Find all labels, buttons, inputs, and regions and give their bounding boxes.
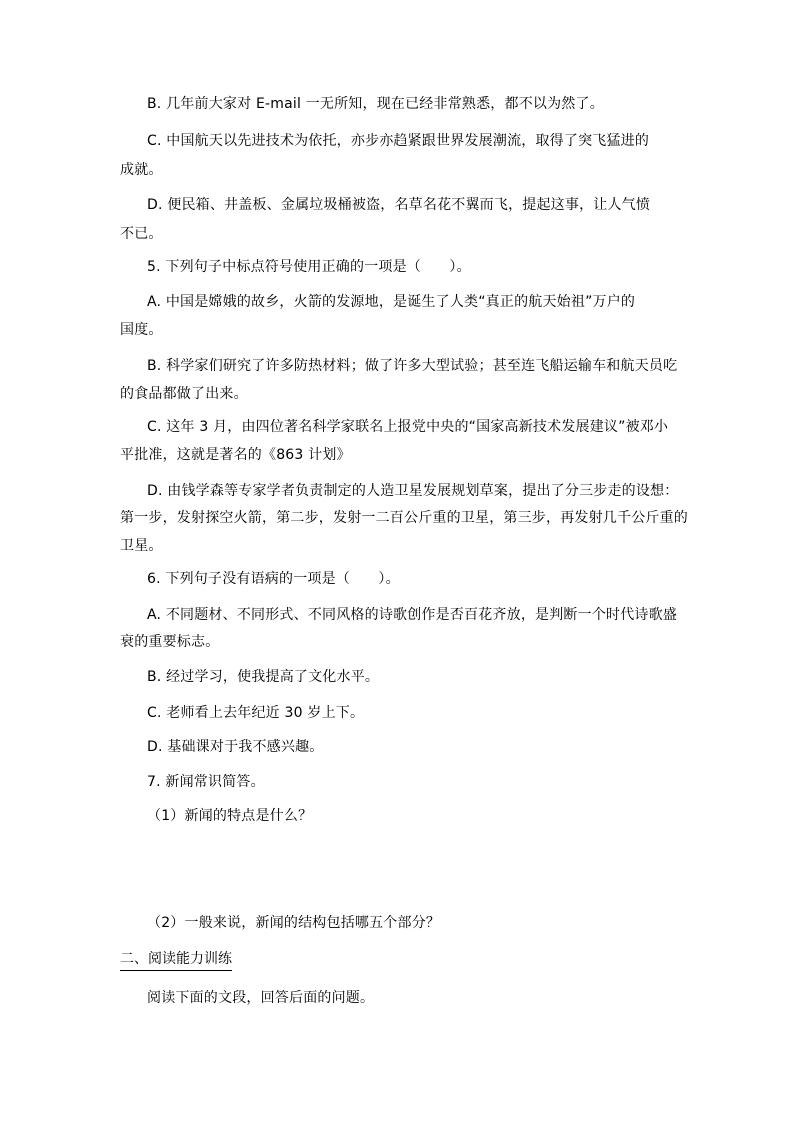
question-5: 5. 下列句子中标点符号使用正确的一项是（ ）。	[147, 259, 471, 275]
q5-option-d-line-3: 卫星。	[120, 538, 163, 554]
q5-option-d-line-2: 第一步，发射探空火箭，第二步，发射一二百公斤重的卫星，第三步，再发射几千公斤重的	[120, 510, 688, 526]
option-c-line-2: 成就。	[120, 162, 163, 178]
q6-option-d: D. 基础课对于我不感兴趣。	[147, 739, 324, 755]
question-7-part-1: （1）新闻的特点是什么？	[147, 808, 313, 824]
q6-option-a-line-2: 衰的重要标志。	[120, 634, 220, 650]
q6-option-a-line-1: A. 不同题材、不同形式、不同风格的诗歌创作是否百花齐放，是判断一个时代诗歌盛	[147, 607, 678, 623]
q5-option-c-line-2: 平批准，这就是著名的《863 计划》	[120, 447, 351, 463]
q5-option-d-line-1: D. 由钱学森等专家学者负责制定的人造卫星发展规划草案，提出了分三步走的设想：	[147, 483, 679, 499]
question-7: 7. 新闻常识简答。	[147, 774, 265, 790]
option-b-email: B. 几年前大家对 E-mail 一无所知，现在已经非常熟悉，都不以为然了。	[147, 96, 604, 112]
q5-option-c-line-1: C. 这年 3 月，由四位著名科学家联名上报党中央的“国家高新技术发展建议”被邓小	[147, 419, 669, 435]
q5-option-b-line-2: 的食品都做了出来。	[120, 386, 248, 402]
question-7-part-2: （2）一般来说，新闻的结构包括哪五个部分？	[147, 915, 441, 931]
q5-option-a-line-2: 国度。	[120, 322, 163, 338]
option-c-line-1: C. 中国航天以先进技术为依托，亦步亦趋紧跟世界发展潮流，取得了突飞猛进的	[147, 133, 650, 149]
q6-option-c: C. 老师看上去年纪近 30 岁上下。	[147, 705, 365, 721]
q5-option-a-line-1: A. 中国是嫦娥的故乡，火箭的发源地，是诞生了人类“真正的航天始祖”万户的	[147, 294, 636, 310]
question-6: 6. 下列句子没有语病的一项是（ ）。	[147, 571, 400, 587]
reading-instruction: 阅读下面的文段，回答后面的问题。	[147, 990, 375, 1006]
q5-option-b-line-1: B. 科学家们研究了许多防热材料；做了许多大型试验；甚至连飞船运输车和航天员吃	[147, 358, 678, 374]
q6-option-b: B. 经过学习，使我提高了文化水平。	[147, 669, 380, 685]
option-d-line-1: D. 便民箱、井盖板、金属垃圾桶被盗，名草名花不翼而飞，提起这事，让人气愤	[147, 197, 651, 213]
option-d-line-2: 不已。	[120, 226, 163, 242]
section-heading-reading: 二、阅读能力训练	[120, 949, 232, 971]
